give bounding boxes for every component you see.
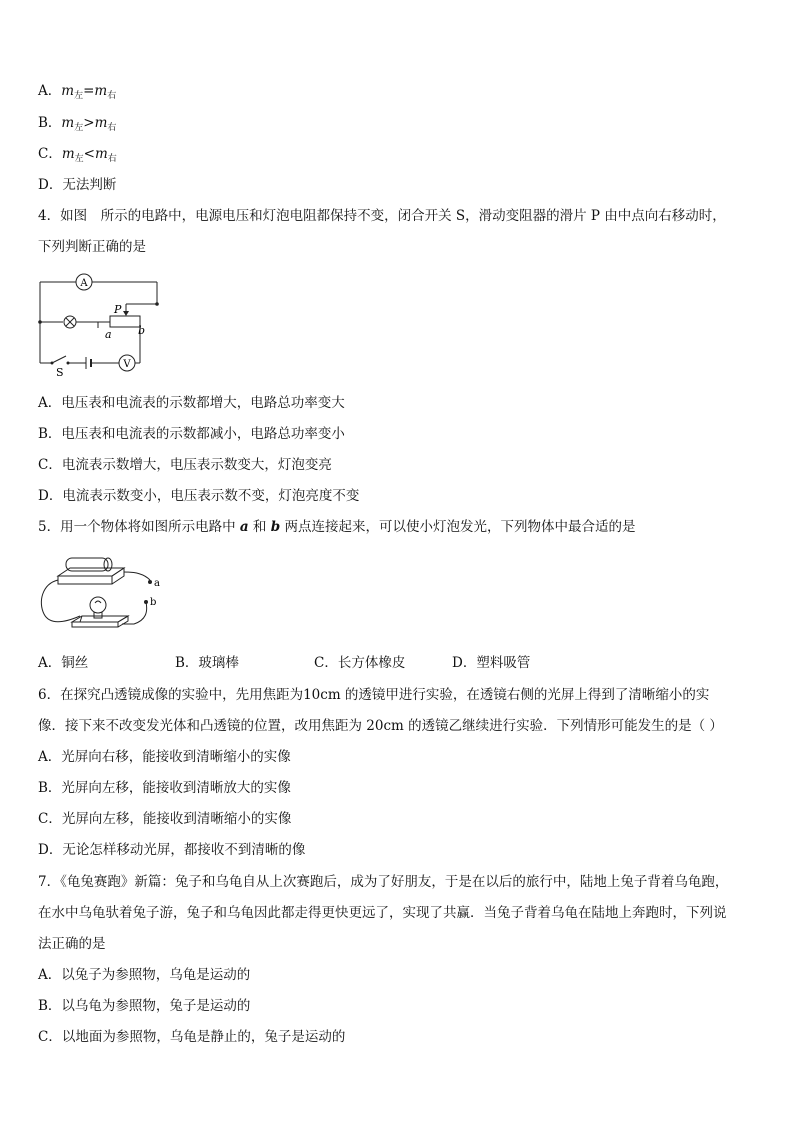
option-prefix: C． (38, 146, 62, 162)
q6-option-d: D．无论怎样移动光屏，都接收不到清晰的像 (38, 842, 306, 858)
q5-stem-pre: 5．用一个物体将如图所示电路中 (38, 519, 240, 535)
q6-option-c: C．光屏向左移，能接收到清晰缩小的实像 (38, 811, 292, 827)
relation-sign: = (83, 83, 95, 99)
relation-sign: < (83, 146, 95, 162)
q5-option-a: A．铜丝 (38, 655, 89, 671)
voltmeter-label: V (123, 359, 131, 370)
q3-option-c (38, 145, 117, 168)
rheostat-end-a-label: a (105, 328, 112, 341)
mass-symbol: m (94, 83, 108, 99)
slider-label: P (114, 303, 122, 316)
q7-stem-line2: 在水中乌龟驮着兔子游，兔子和乌龟因此都走得更快更远了，实现了共赢．当兔子背着乌龟在陆地上奔跑时，下列说 (38, 905, 727, 921)
point-b: b (270, 519, 281, 535)
q4-option-c: C．电流表示数增大，电压表示数变大，灯泡变亮 (38, 457, 332, 473)
mass-symbol: m (94, 146, 108, 162)
mass-subscript: 右 (107, 91, 117, 101)
q5-options (38, 654, 530, 672)
q5-stem-mid: 和 (248, 519, 271, 535)
q4-option-a: A．电压表和电流表的示数都增大，电路总功率变大 (38, 395, 345, 411)
q4-stem-line1: 4．如图 所示的电路中，电源电压和灯泡电阻都保持不变，闭合开关 S，滑动变阻器的滑片 P 由中点向右移动时， (38, 208, 726, 224)
q7-option-b: B．以乌龟为参照物，兔子是运动的 (38, 998, 251, 1014)
option-prefix: A． (38, 83, 62, 99)
q7-option-a: A．以兔子为参照物，乌龟是运动的 (38, 967, 251, 983)
mass-subscript: 右 (107, 123, 117, 133)
q5-option-c: C．长方体橡皮 (314, 655, 406, 671)
option-prefix: B． (38, 115, 62, 131)
mass-subscript: 左 (74, 154, 84, 164)
ammeter-label: A (80, 278, 88, 289)
q7-option-c: C．以地面为参照物，乌龟是静止的，兔子是运动的 (38, 1029, 346, 1045)
mass-subscript: 右 (107, 154, 117, 164)
mass-symbol: m (61, 115, 75, 131)
point-a: a (239, 519, 249, 535)
switch-label: S (56, 366, 64, 379)
q3-option-a (38, 82, 116, 105)
rheostat-end-b-label: b (138, 324, 146, 337)
terminal-a-label: a (154, 578, 160, 589)
q7-stem-line3: 法正确的是 (38, 936, 106, 952)
q7-stem-line1: 7．《龟兔赛跑》新篇：兔子和乌龟自从上次赛跑后，成为了好朋友，于是在以后的旅行中，陆地上兔子背着乌龟跑， (38, 874, 729, 890)
q5-stem (38, 518, 635, 536)
q4-stem-line2: 下列判断正确的是 (38, 239, 146, 255)
q3-option-d: D．无法判断 (38, 177, 117, 193)
q5-option-b: B．玻璃棒 (175, 655, 239, 671)
q5-bulb-circuit-figure (36, 550, 166, 642)
q5-option-d: D．塑料吸管 (452, 655, 531, 671)
q6-option-a: A．光屏向右移，能接收到清晰缩小的实像 (38, 749, 291, 765)
q4-option-d: D．电流表示数变小，电压表示数不变，灯泡亮度不变 (38, 488, 360, 504)
mass-symbol: m (94, 115, 108, 131)
q6-option-b: B．光屏向左移，能接收到清晰放大的实像 (38, 780, 291, 796)
terminal-b-label: b (150, 597, 157, 608)
q6-stem-line2: 像．接下来不改变发光体和凸透镜的位置，改用焦距为 20cm 的透镜乙继续进行实验．下列情形可能发生的是（ ） (38, 718, 723, 734)
q3-option-b (38, 114, 116, 137)
mass-subscript: 左 (74, 91, 84, 101)
q4-circuit-diagram (30, 268, 170, 380)
mass-symbol: m (61, 83, 75, 99)
mass-subscript: 左 (74, 123, 84, 133)
q4-option-b: B．电压表和电流表的示数都减小，电路总功率变小 (38, 426, 345, 442)
relation-sign: > (83, 115, 95, 131)
q5-stem-post: 两点连接起来，可以使小灯泡发光，下列物体中最合适的是 (280, 519, 636, 535)
q6-stem-line1: 6．在探究凸透镜成像的实验中，先用焦距为10cm 的透镜甲进行实验，在透镜右侧的光屏上得到了清晰缩小的实 (38, 687, 710, 703)
mass-symbol: m (61, 146, 75, 162)
